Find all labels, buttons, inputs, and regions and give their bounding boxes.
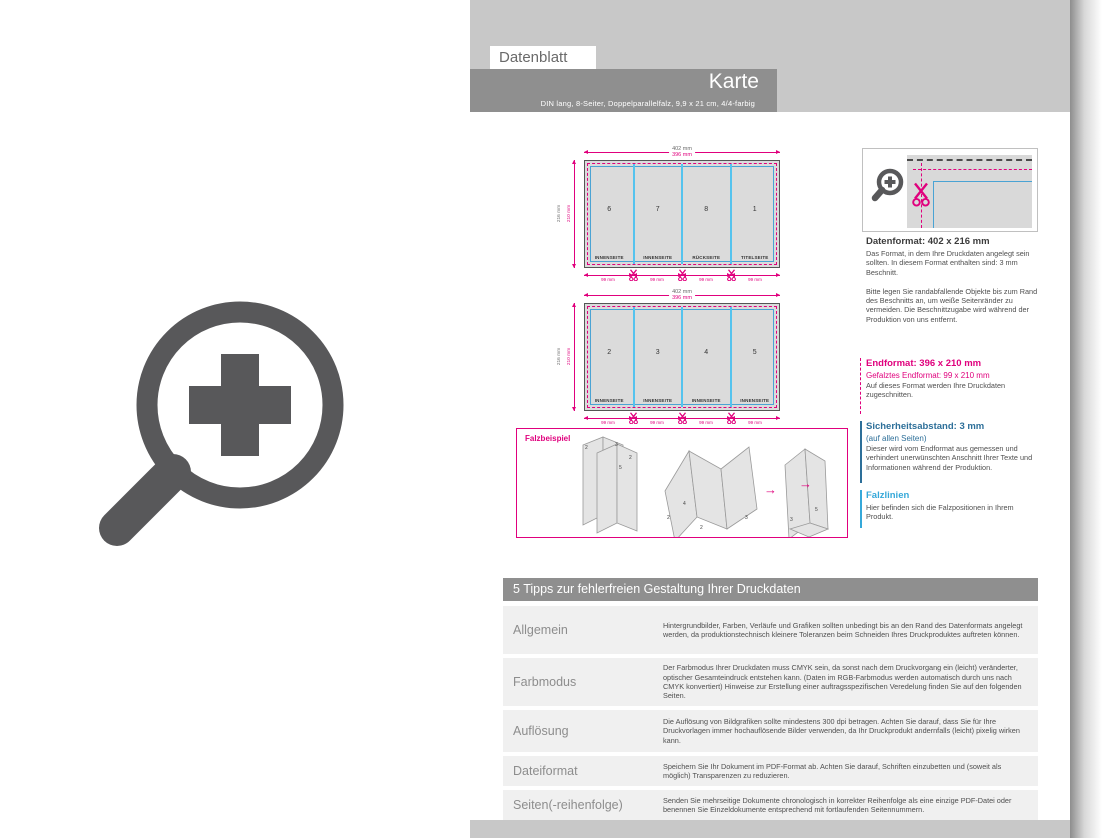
tip-text: Der Farbmodus Ihrer Druckdaten muss CMYK sein, da sonst nach dem Druckvorgang ein (leicht) veränderter, optischer Gesamteindruck entstehen kann. (Daten im RGB-Farbmodus werden automatisch durch uns nach CMYK konvertiert) Hinweise zur Erstellung einer auftragsspezifischen Veredelung finden Sie auf den folgenden Seiten. xyxy=(663,663,1022,701)
datenformat-text: Das Format, in dem Ihre Druckdaten angelegt sein sollten. In diesem Format enthalten sind: 3 mm Beschnitt. xyxy=(866,249,1030,277)
tip-label: Dateiformat xyxy=(513,764,578,778)
panel-label: INNENSEITE xyxy=(643,255,673,260)
panel xyxy=(682,161,731,267)
panel-label: INNENSEITE xyxy=(643,398,673,403)
tip-label: Auflösung xyxy=(513,724,569,738)
fold-example-label: Falzbeispiel xyxy=(525,434,571,443)
header-bar xyxy=(470,69,777,112)
fold-example-illustration xyxy=(517,429,847,537)
fold-page-number: 2 xyxy=(629,455,632,461)
panel-width-label: 99 mm xyxy=(601,420,615,425)
fold-page-number: 3 xyxy=(615,442,618,448)
info-section-endformat xyxy=(866,358,1038,400)
panel-label: RÜCKSEITE xyxy=(692,255,721,260)
info-section-falzlinien xyxy=(866,490,1038,522)
panel-width-label: 99 mm xyxy=(699,420,713,425)
height-dimension-line xyxy=(574,160,575,268)
tips-header: 5 Tipps zur fehlerfreien Gestaltung Ihrer Druckdaten xyxy=(503,578,1038,601)
outer-width-label: 402 mm xyxy=(672,146,692,152)
tip-row-aufloesung xyxy=(503,710,1038,752)
panel-width-label: 99 mm xyxy=(650,420,664,425)
tip-row-allgemein xyxy=(503,606,1038,654)
endformat-subtitle: Gefalztes Endformat: 99 x 210 mm xyxy=(866,371,990,380)
zoom-plus-icon xyxy=(90,295,360,565)
panel-dimension-line xyxy=(682,418,731,419)
panel-number: 1 xyxy=(752,205,757,213)
fold-step-arrow: → xyxy=(764,482,777,497)
tip-label: Farbmodus xyxy=(513,675,577,689)
fold-page-number: 2 xyxy=(585,445,588,451)
sicherheitsabstand-subtitle: (auf allen Seiten) xyxy=(866,434,927,443)
fold-page-number: 2 xyxy=(667,515,670,521)
outer-height-label: 216 mm xyxy=(557,347,563,366)
tip-text: Hintergrundbilder, Farben, Verläufe und Grafiken sollten unbedingt bis an den Rand des Datenformats angelegt werden, da produktionstechnisch kleinere Toleranzen beim Schneiden Ihres Druckproduktes auftreten können. xyxy=(663,620,1023,639)
panel-label: INNENSEITE xyxy=(691,398,721,403)
panel-width-label: 99 mm xyxy=(650,277,664,282)
datenformat-text2: Bitte legen Sie randabfallende Objekte bis zum Rand des Beschnitts an, um weiße Seitenränder zu vermeiden. Die Beschnittzugabe wird während der Produktion von uns entfernt. xyxy=(866,286,1038,324)
panel-width-label: 99 mm xyxy=(699,277,713,282)
panel-width-label: 99 mm xyxy=(748,420,762,425)
panel xyxy=(682,304,731,410)
panel-number: 4 xyxy=(704,348,709,356)
tip-text: Die Auflösung von Bildgrafiken sollte mindestens 300 dpi betragen. Achten Sie darauf, dass Sie für Ihre Druckvorlagen immer hochauflösende Bilder verwenden, da Ihr Druckprodukt andernfalls (leicht) pixelig wirken kann. xyxy=(663,717,1020,745)
inner-width-label: 396 mm xyxy=(672,295,692,301)
panel xyxy=(585,161,634,267)
sicherheitsabstand-text: Dieser wird vom Endformat aus gemessen und verhindert unerwünschten Anschnitt Ihrer Texte und Informationen während der Produktion. xyxy=(866,444,1033,472)
tip-label: Seiten(-reihenfolge) xyxy=(513,798,623,812)
panel-label: INNENSEITE xyxy=(740,398,770,403)
panel-dimension-line xyxy=(731,418,780,419)
fold-page-number: 2 xyxy=(700,525,703,531)
falzlinien-marker xyxy=(860,490,862,528)
info-section-sicherheitsabstand xyxy=(866,421,1038,472)
tip-text: Senden Sie mehrseitige Dokumente chronologisch in korrekter Reihenfolge als eine einzige PDF-Datei oder benennen Sie Einzeldokumente entsprechend mit fortlaufenden Seitennummern. xyxy=(663,795,1012,814)
panel-width-label: 99 mm xyxy=(748,277,762,282)
cut-line-horizontal xyxy=(913,169,1032,170)
panel-dimension-line xyxy=(633,275,682,276)
scissors-icon xyxy=(678,269,687,281)
panel xyxy=(731,304,780,410)
panel-number: 3 xyxy=(655,348,660,356)
tip-label: Allgemein xyxy=(513,623,568,637)
outer-height-label: 216 mm xyxy=(557,204,563,223)
tip-row-dateiformat xyxy=(503,756,1038,786)
panel-number: 2 xyxy=(607,348,612,356)
fold-page-number: 3 xyxy=(790,517,793,523)
fold-step-arrow: → xyxy=(799,476,812,491)
dataformat-edge-line xyxy=(907,159,1032,161)
panel-number: 8 xyxy=(704,205,709,213)
scissors-icon xyxy=(912,181,930,207)
endformat-title: Endformat: 396 x 210 mm xyxy=(866,358,982,369)
inner-width-label: 396 mm xyxy=(672,152,692,158)
page-title: Karte xyxy=(708,70,759,93)
scissors-icon xyxy=(629,269,638,281)
height-dimension-line xyxy=(574,303,575,411)
safety-line-vertical xyxy=(933,181,934,228)
panel xyxy=(634,161,683,267)
panel xyxy=(634,304,683,410)
panel-dimension-line xyxy=(682,275,731,276)
panel-number: 7 xyxy=(655,205,660,213)
panel-label: INNENSEITE xyxy=(594,398,624,403)
outer-width-label: 402 mm xyxy=(672,289,692,295)
fold-page-number: 3 xyxy=(745,515,748,521)
inner-height-label: 210 mm xyxy=(567,204,573,223)
tip-row-seitenreihenfolge xyxy=(503,790,1038,820)
tip-text: Speichern Sie Ihr Dokument im PDF-Format ab. Achten Sie darauf, Schriften einzubetten und (soweit als möglich) Transparenzen zu reduzieren. xyxy=(663,761,1002,780)
fold-page-number: 5 xyxy=(815,507,818,513)
sheet-outside-diagram xyxy=(584,160,780,268)
sicherheitsabstand-title: Sicherheitsabstand: 3 mm xyxy=(866,421,985,432)
datenformat-title: Datenformat: 402 x 216 mm xyxy=(866,236,990,247)
falzlinien-text: Hier befinden sich die Falzpositionen in Ihrem Produkt. xyxy=(866,503,1014,522)
inner-height-label: 210 mm xyxy=(567,347,573,366)
page-edge-shadow xyxy=(1070,0,1102,838)
panel-dimension-line xyxy=(633,418,682,419)
panel-dimension-line xyxy=(584,418,633,419)
panel-dimension-line xyxy=(731,275,780,276)
panel xyxy=(731,161,780,267)
width-dimension-labels xyxy=(669,146,695,158)
sicherheitsabstand-marker xyxy=(860,421,862,483)
fold-page-number: 5 xyxy=(619,465,622,471)
panel-dimension-line xyxy=(584,275,633,276)
magnifier-icon xyxy=(870,167,906,207)
safety-line-horizontal xyxy=(933,181,1032,182)
scissors-icon xyxy=(727,412,736,424)
scissors-icon xyxy=(629,412,638,424)
datenblatt-tab: Datenblatt xyxy=(490,46,596,69)
endformat-marker xyxy=(860,358,861,414)
panel-width-label: 99 mm xyxy=(601,277,615,282)
corner-detail-box xyxy=(862,148,1038,232)
fold-page-number: 4 xyxy=(683,501,686,507)
falzlinien-title: Falzlinien xyxy=(866,490,910,501)
panel-label: TITELSEITE xyxy=(740,255,769,260)
panel-label: INNENSEITE xyxy=(594,255,624,260)
width-dimension-labels xyxy=(669,289,695,301)
scissors-icon xyxy=(678,412,687,424)
fold-example-box xyxy=(516,428,848,538)
tip-row-farbmodus xyxy=(503,658,1038,706)
page-subtitle: DIN lang, 8-Seiter, Doppelparallelfalz, 9,9 x 21 cm, 4/4-farbig xyxy=(540,99,755,108)
sheet-inside-diagram xyxy=(584,303,780,411)
panel-number: 5 xyxy=(752,348,757,356)
scissors-icon xyxy=(727,269,736,281)
info-section-datenformat xyxy=(866,236,1038,324)
panel-number: 6 xyxy=(607,205,612,213)
endformat-text: Auf dieses Format werden Ihre Druckdaten zugeschnitten. xyxy=(866,381,1006,400)
panel xyxy=(585,304,634,410)
